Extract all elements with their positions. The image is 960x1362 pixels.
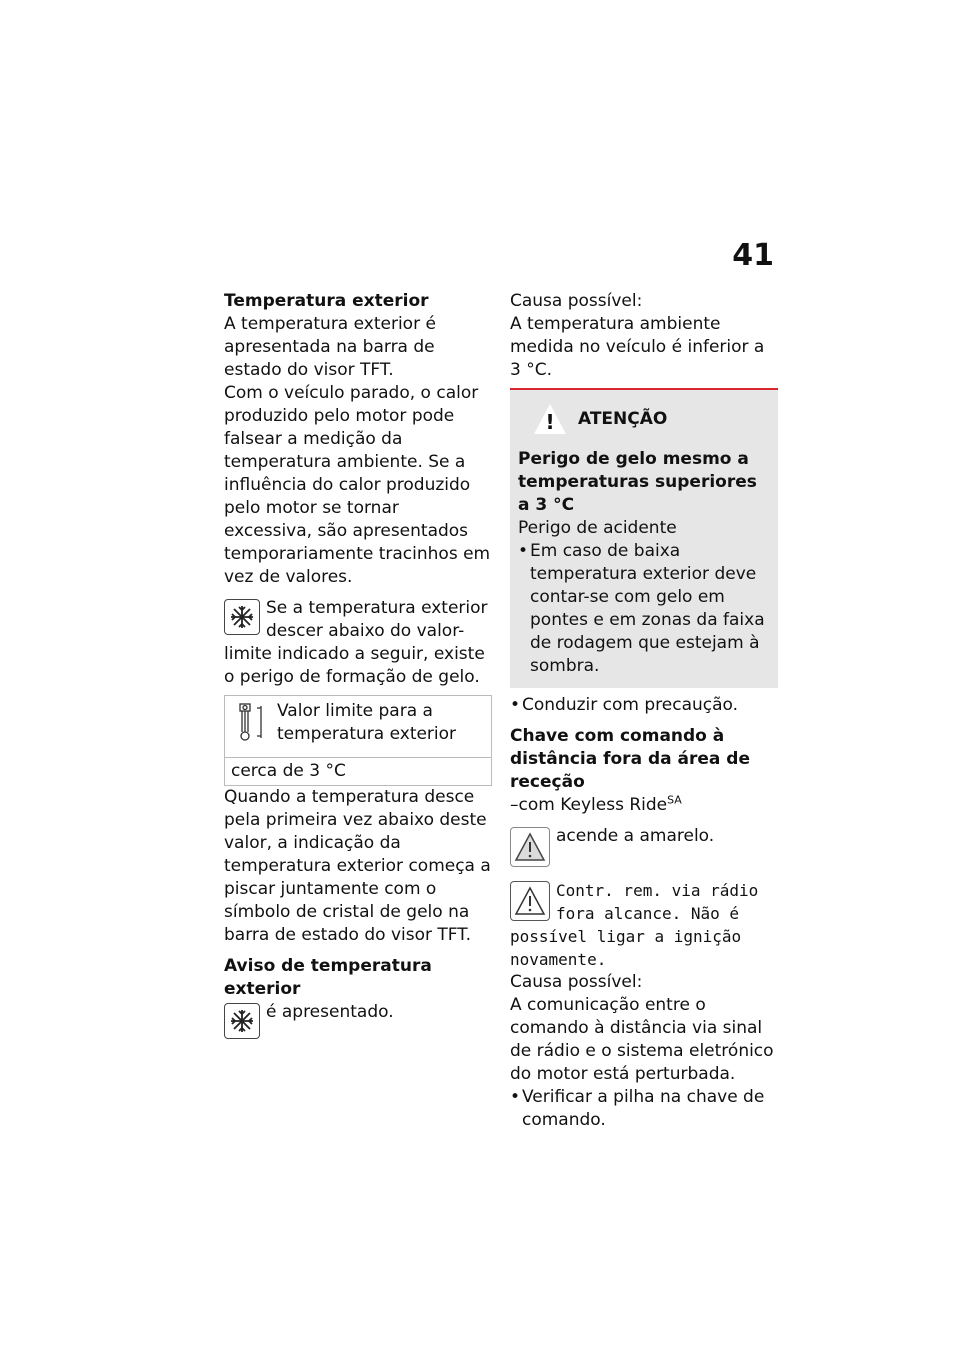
thermometer-icon [231, 700, 271, 751]
heading-chave-comando: Chave com comando à distância fora da área de receção [510, 726, 750, 792]
limit-table [224, 695, 492, 786]
warning-box [510, 388, 778, 688]
cause1-text: A temperatura ambiente medida no veículo é inferior a 3 °C. [510, 314, 765, 380]
frost-note [224, 597, 492, 689]
aviso-text: é apresentado. [266, 1002, 394, 1022]
amber-note [510, 825, 778, 848]
left-column [224, 290, 492, 1043]
cause1-label: Causa possível: [510, 291, 643, 311]
snowflake-icon [224, 599, 260, 635]
frost-text: Se a temperatura exterior descer abaixo do valor-limite indicado a seguir, existe o perigo de formação de gelo. [224, 598, 488, 687]
keyless-sup: SA [667, 793, 682, 807]
svg-text:!: ! [545, 410, 555, 434]
display-message-block [510, 879, 778, 971]
keyless-prefix: –com Keyless Ride [510, 795, 668, 815]
warning-heading: Perigo de gelo mesmo a temperaturas superiores a 3 °C [518, 449, 757, 515]
right-column [510, 290, 778, 1132]
bullet-verificar-pilha: • Verificar a pilha na chave de comando. [510, 1086, 778, 1132]
para-temperatura: A temperatura exterior é apresentada na barra de estado do visor TFT. [224, 314, 436, 380]
warning-subtitle: Perigo de acidente [518, 518, 677, 538]
snowflake-icon [224, 1003, 260, 1039]
warning-triangle-icon [510, 881, 550, 921]
amber-text: acende a amarelo. [556, 826, 715, 846]
warning-bullet: • Em caso de baixa temperatura exterior deve contar-se com gelo em pontes e em zonas da faixa de rodagem que estejam à sombra. [518, 540, 770, 678]
general-warning-icon [510, 827, 550, 867]
para-calor-motor: Com o veículo parado, o calor produzido pelo motor pode falsear a medição da temperatura ambiente. Se a influência do calor produzido pelo motor se tornar excessiva, são apresentados temporariamente tracinhos em vez de valores. [224, 383, 491, 587]
para-primeira-vez: Quando a temperatura desce pela primeira vez abaixo deste valor, a indicação da temperatura exterior começa a piscar juntamente com o símbolo de cristal de gelo na barra de estado do visor TFT. [224, 787, 491, 945]
limit-table-value: cerca de 3 °C [231, 761, 346, 781]
cause2-label: Causa possível: [510, 972, 643, 992]
keyless-line [510, 794, 778, 817]
limit-table-header [225, 696, 491, 758]
warning-title-text: ATENÇÃO [578, 408, 668, 429]
heading-aviso-temperatura: Aviso de temperatura exterior [224, 956, 432, 999]
bullet-conduzir: • Conduzir com precaução. [510, 694, 778, 717]
heading-temperatura-exterior: Temperatura exterior [224, 291, 429, 311]
warning-title [518, 398, 770, 440]
display-message: Contr. rem. via rádio fora alcance. Não é possível ligar a ignição novamente. [510, 881, 759, 969]
warning-triangle-icon [532, 402, 568, 436]
cause2-text: A comunicação entre o comando à distância via sinal de rádio e o sistema eletrónico do motor está perturbada. [510, 995, 774, 1084]
aviso-note [224, 1001, 492, 1024]
page-number: 41 [732, 238, 774, 273]
limit-table-header-text: Valor limite para a temperatura exterior [277, 701, 457, 744]
